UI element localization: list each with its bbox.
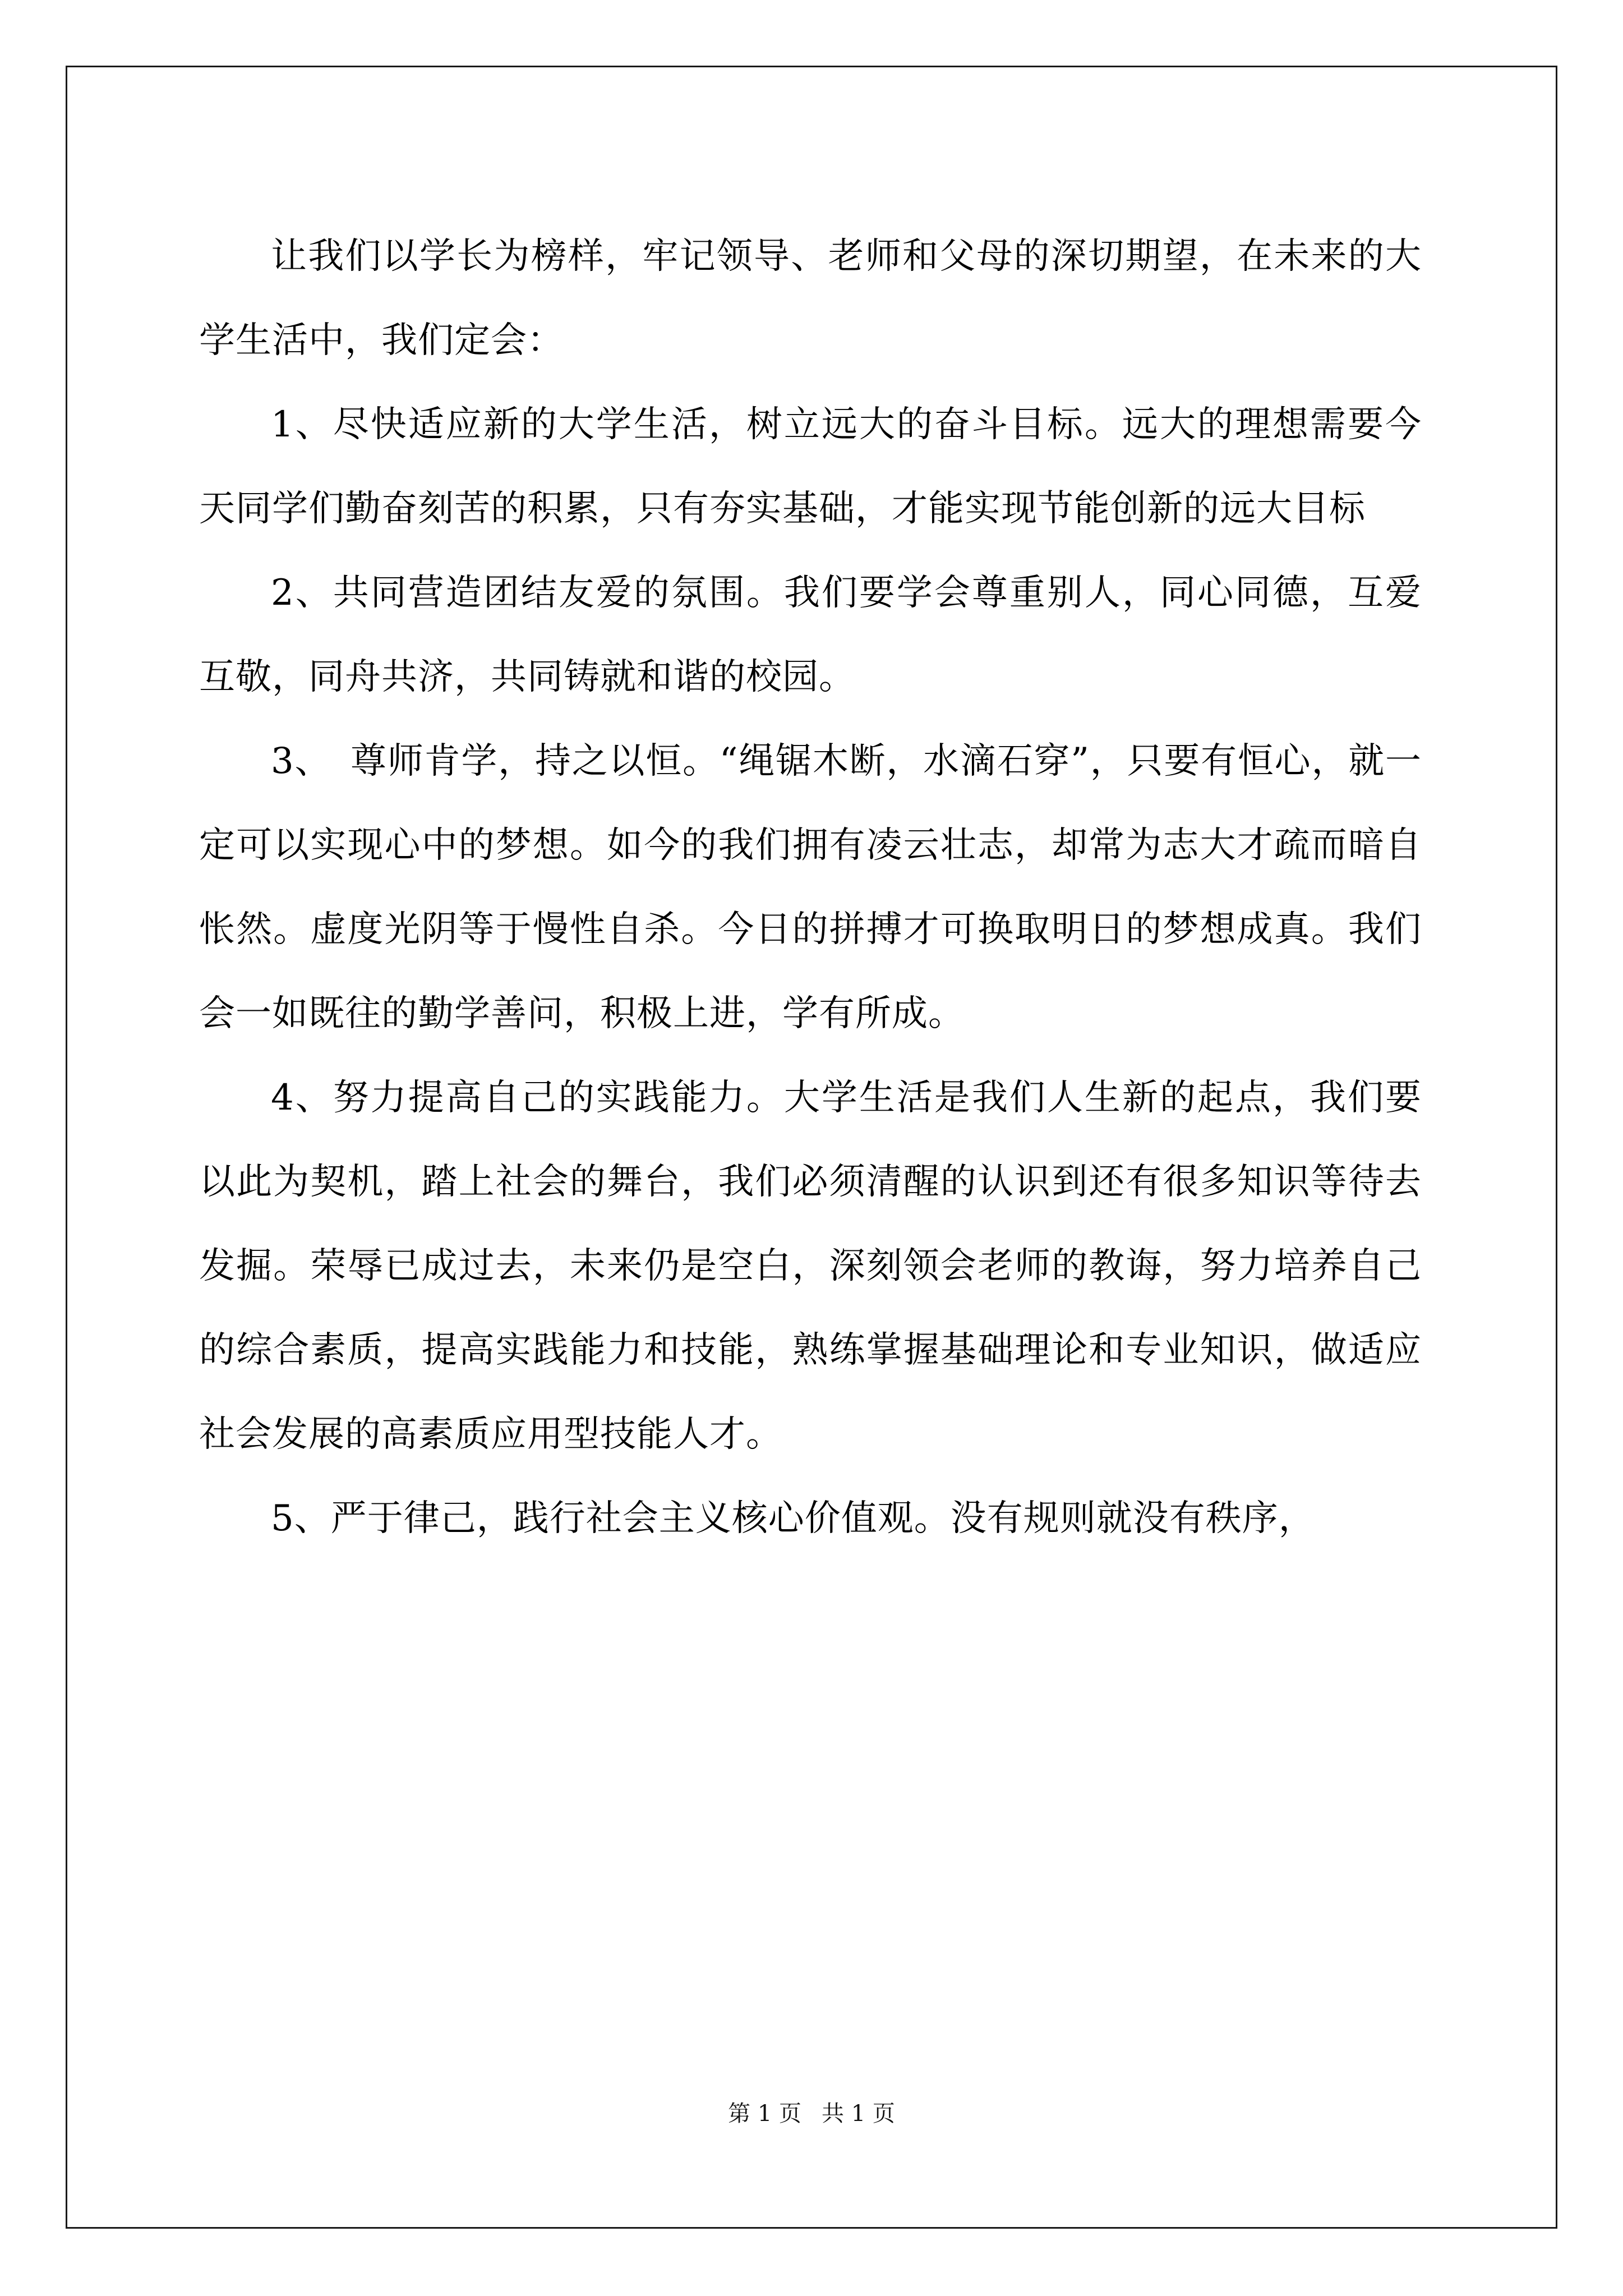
paragraph-item-5: 5、严于律己，践行社会主义核心价值观。没有规则就没有秩序， bbox=[271, 1498, 1315, 1539]
page-number: 第 1 页 bbox=[728, 2101, 801, 2127]
paragraph-item-1: 1、尽快适应新的大学生活，树立远大的奋斗目标。远大的理想需要今天同学们勤奋刻苦的积累，只有夯实基础，才能实现节能创新的远大目标 bbox=[199, 404, 1422, 530]
document-body bbox=[199, 214, 1422, 1561]
paragraph-item-3: 3、 尊师肯学，持之以恒。“绳锯木断，水滴石穿”，只要有恒心，就一定可以实现心中的梦想。如今的我们拥有凌云壮志，却常为志大才疏而暗自怅然。虚度光阴等于慢性自杀。今日的拼搏才可换取明日的梦想成真。我们会一如既往的勤学善问，积极上进，学有所成。 bbox=[199, 740, 1422, 1034]
page-footer bbox=[0, 2097, 1623, 2131]
paragraph-item-2: 2、共同营造团结友爱的氛围。我们要学会尊重别人，同心同德，互爱互敬，同舟共济，共同铸就和谐的校园。 bbox=[199, 572, 1422, 698]
page-total: 共 1 页 bbox=[822, 2101, 895, 2127]
paragraph-item-4: 4、努力提高自己的实践能力。大学生活是我们人生新的起点，我们要以此为契机，踏上社会的舞台，我们必须清醒的认识到还有很多知识等待去发掘。荣辱已成过去，未来仍是空白，深刻领会老师的教诲，努力培养自己的综合素质，提高实践能力和技能，熟练掌握基础理论和专业知识，做适应社会发展的高素质应用型技能人才。 bbox=[199, 1077, 1422, 1455]
paragraph-intro: 让我们以学长为榜样，牢记领导、老师和父母的深切期望，在未来的大学生活中，我们定会： bbox=[199, 236, 1422, 361]
